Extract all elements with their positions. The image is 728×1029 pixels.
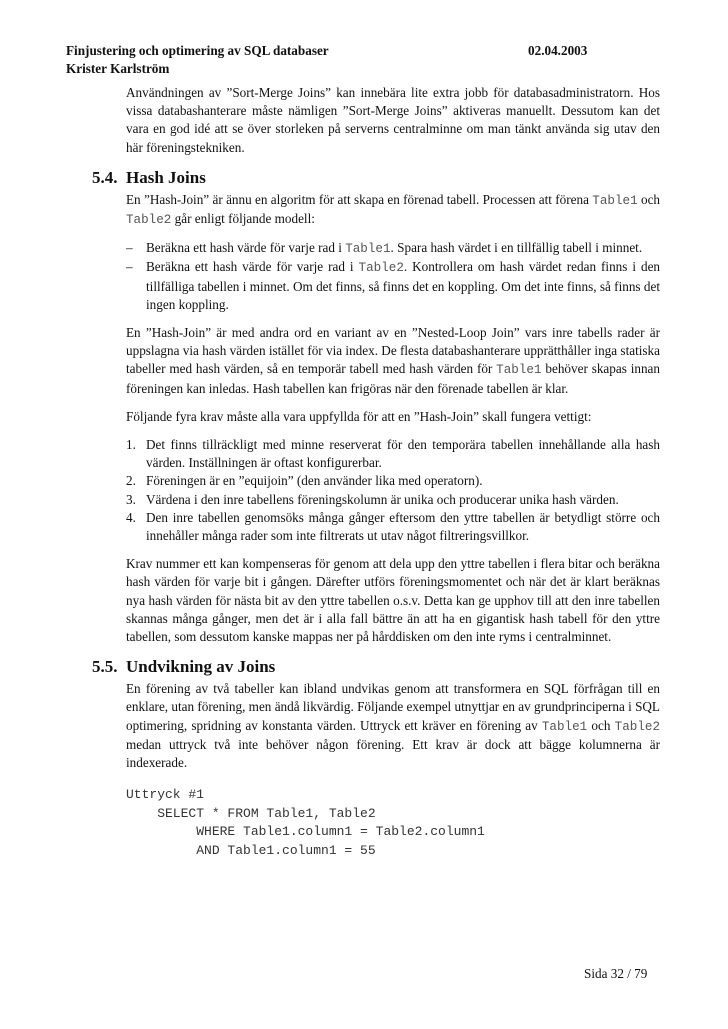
inline-code: Table2	[614, 719, 661, 734]
text: Beräkna ett hash värde för varje rad i	[146, 240, 342, 256]
page-header	[66, 42, 666, 78]
item-number: 3.	[126, 491, 136, 507]
list-item	[126, 258, 660, 314]
section-heading-5-4	[92, 167, 660, 189]
inline-code: Table2	[358, 261, 404, 276]
dash-marker: –	[126, 240, 133, 256]
list-item	[126, 436, 660, 472]
text: och	[591, 717, 611, 733]
list-item	[126, 509, 660, 545]
inline-code: Table1	[345, 242, 391, 257]
section-title: Hash Joins	[126, 167, 206, 187]
text: går enligt följande modell:	[174, 211, 315, 227]
header-title: Finjustering och optimering av SQL databaser	[66, 43, 329, 58]
requirements-list	[126, 436, 660, 545]
section-number: 5.4.	[92, 167, 118, 187]
text: medan uttryck två inte behöver någon förening. Ett krav är dock att bägge kolumnerna är indexerade.	[126, 736, 660, 771]
item-number: 1.	[126, 437, 136, 453]
item-number: 2.	[126, 473, 136, 489]
code-line: WHERE Table1.column1 = Table2.column1	[126, 824, 485, 840]
text: En ”Hash-Join” är med andra ord en variant av en ”Nested-Loop Join” vars inre tabells rader är uppslagna via hash värden istället för via index. De flesta databashanterare upprätthåller inga statiska tabeller med hash värden, så en temporär tabell med hash värden för	[126, 325, 660, 377]
header-author: Krister Karlström	[66, 61, 170, 76]
text: Beräkna ett hash värde för varje rad i	[146, 259, 354, 275]
paragraph: Krav nummer ett kan kompenseras för genom att dela upp den yttre tabellen i flera bitar och beräkna hash värden för varje bit i gången. Därefter utförs föreningsmomentet och när det är klart beräknas nya hash värden för nästa bit av den yttre tabellen o.s.v. Detta kan ge upphov till att den inre tabellen skannas många gånger, men det är i alla fall bättre än att ha en gigantisk hash tabell för den yttre tabellen, som dessutom kanske mappas ner på hårddisken om den inte ryms i centralminnet.	[126, 556, 660, 645]
text: och	[640, 191, 661, 207]
item-number: 4.	[126, 509, 136, 525]
inline-code: Table2	[126, 213, 172, 228]
dash-marker: –	[126, 259, 133, 275]
inline-code: Table1	[592, 193, 638, 208]
list-item	[126, 472, 660, 490]
paragraph	[126, 191, 660, 229]
code-line: SELECT * FROM Table1, Table2	[126, 805, 376, 821]
paragraph: Följande fyra krav måste alla vara uppfyllda för att en ”Hash-Join” skall fungera vettigt:	[126, 408, 592, 424]
section-heading-5-5	[92, 656, 660, 678]
text: En förening av två tabeller kan ibland undvikas genom att transformera en SQL förfrågan till en enklare, utan förening, men ändå likvärdig. Följande exempel utnyttjar en av grundprinciperna i SQL optimering, spridning av konstanta värden. Uttryck ett kräver en förening av	[126, 681, 660, 733]
section-number: 5.5.	[92, 657, 118, 677]
page-content	[92, 84, 661, 860]
paragraph	[126, 680, 660, 772]
text: Den inre tabellen genomsöks många gånger eftersom den yttre tabellen är betydligt större och innehåller många rader som inte filtrerats ut utav något filtreringsvillkor.	[146, 509, 660, 544]
text: En ”Hash-Join” är ännu en algoritm för att skapa en förenad tabell. Processen att förena	[126, 191, 589, 207]
list-item	[126, 239, 660, 258]
page-number: Sida 32 / 79	[584, 966, 648, 981]
inline-code: Table1	[496, 363, 542, 378]
text: behöver skapas innan föreningen kan inledas. Hash tabellen kan frigöras när den förenade tabellen är klar.	[126, 361, 660, 396]
section-title: Undvikning av Joins	[126, 657, 276, 677]
intro-paragraph: Användningen av ”Sort-Merge Joins” kan innebära lite extra jobb för databasadministratorn. Hos vissa databashanterare måste nämligen ”Sort-Merge Joins” aktiveras manuellt. Dessutom kan det vara en god idé att se över storleken på serverns centralminne om man tänkt använda sig utav den här föreningstekniken.	[126, 85, 660, 155]
list-item	[126, 491, 660, 509]
paragraph	[126, 324, 660, 398]
code-line: Uttryck #1	[126, 787, 205, 803]
dash-list	[126, 239, 660, 314]
text: Föreningen är en ”equijoin” (den använder lika med operatorn).	[146, 473, 483, 489]
inline-code: Table1	[541, 719, 588, 734]
text: Värdena i den inre tabellens föreningskolumn är unika och producerar unika hash värden.	[146, 491, 619, 507]
header-date: 02.04.2003	[528, 43, 588, 58]
text: . Spara hash värdet i en tillfällig tabell i minnet.	[390, 240, 643, 256]
code-line: AND Table1.column1 = 55	[126, 842, 376, 858]
code-block	[126, 786, 660, 860]
text: . Kontrollera om hash värdet redan finns i den tillfälliga tabellen i minnet. Om det finns, så finns det en koppling. Om det inte finns, så finns det ingen koppling.	[146, 259, 661, 312]
text: Det finns tillräckligt med minne reserverat för den temporära tabellen innehållande alla hash värden. Inställningen är oftast konfigurerbar.	[146, 437, 660, 471]
